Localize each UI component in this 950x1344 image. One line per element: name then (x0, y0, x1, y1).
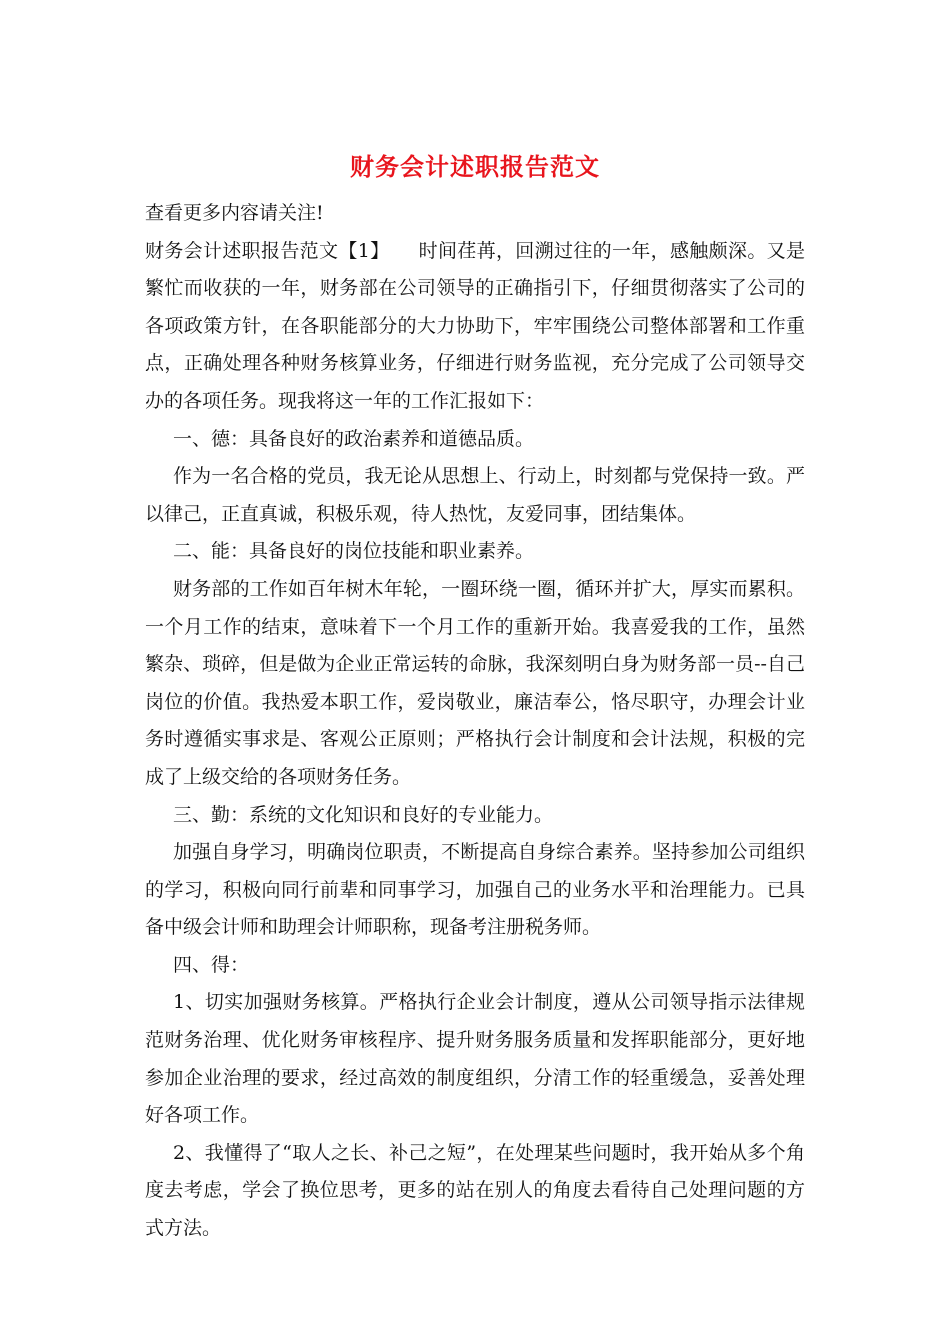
paragraph-diligence: 加强自身学习，明确岗位职责，不断提高自身综合素养。坚持参加公司组织的学习，积极向同行前辈和同事学习，加强自己的业务水平和治理能力。已具备中级会计师和助理会计师职称，现备考注册税务师。 (145, 841, 805, 939)
paragraph-notice: 查看更多内容请关注! (145, 202, 324, 224)
paragraph-ability: 财务部的工作如百年树木年轮，一圈环绕一圈，循环并扩大，厚实而累积。一个月工作的结束，意味着下一个月工作的重新开始。我喜爱我的工作，虽然繁杂、琐碎，但是做为企业正常运转的命脉，我深刻明白身为财务部一员--自己岗位的价值。我热爱本职工作，爱岗敬业，廉洁奉公，恪尽职守，办理会计业务时遵循实事求是、客观公正原则；严格执行会计制度和会计法规，积极的完成了上级交给的各项财务任务。 (145, 577, 805, 788)
section-heading-diligence: 三、勤：系统的文化知识和良好的专业能力。 (173, 803, 554, 826)
section-heading-ability: 二、能：具备良好的岗位技能和职业素养。 (173, 540, 535, 563)
paragraph-virtue: 作为一名合格的党员，我无论从思想上、行动上，时刻都与党保持一致。严以律己，正直真诚，积极乐观，待人热忱，友爱同事，团结集体。 (145, 465, 805, 525)
paragraph-gains-1: 1、切实加强财务核算。严格执行企业会计制度，遵从公司领导指示法律规范财务治理、优化财务审核程序、提升财务服务质量和发挥职能部分，更好地参加企业治理的要求，经过高效的制度组织，分清工作的轻重缓急，妥善处理好各项工作。 (145, 991, 805, 1127)
document-body (145, 195, 805, 1248)
document-title: 财务会计述职报告范文 (350, 152, 600, 181)
section-heading-gains: 四、得： (173, 953, 250, 976)
section-heading-virtue: 一、德：具备良好的政治素养和道德品质。 (173, 427, 535, 450)
paragraph-gains-2: 2、我懂得了“取人之长、补己之短”，在处理某些问题时，我开始从多个角度去考虑，学会了换位思考，更多的站在别人的角度去看待自己处理问题的方式方法。 (145, 1141, 805, 1240)
paragraph-intro: 财务会计述职报告范文【1】 时间荏苒，回溯过往的一年，感触颇深。又是繁忙而收获的一年，财务部在公司领导的正确指引下，仔细贯彻落实了公司的各项政策方针，在各职能部分的大力协助下，牢牢围绕公司整体部署和工作重点，正确处理各种财务核算业务，仔细进行财务监视，充分完成了公司领导交办的各项任务。现我将这一年的工作汇报如下： (145, 239, 805, 412)
